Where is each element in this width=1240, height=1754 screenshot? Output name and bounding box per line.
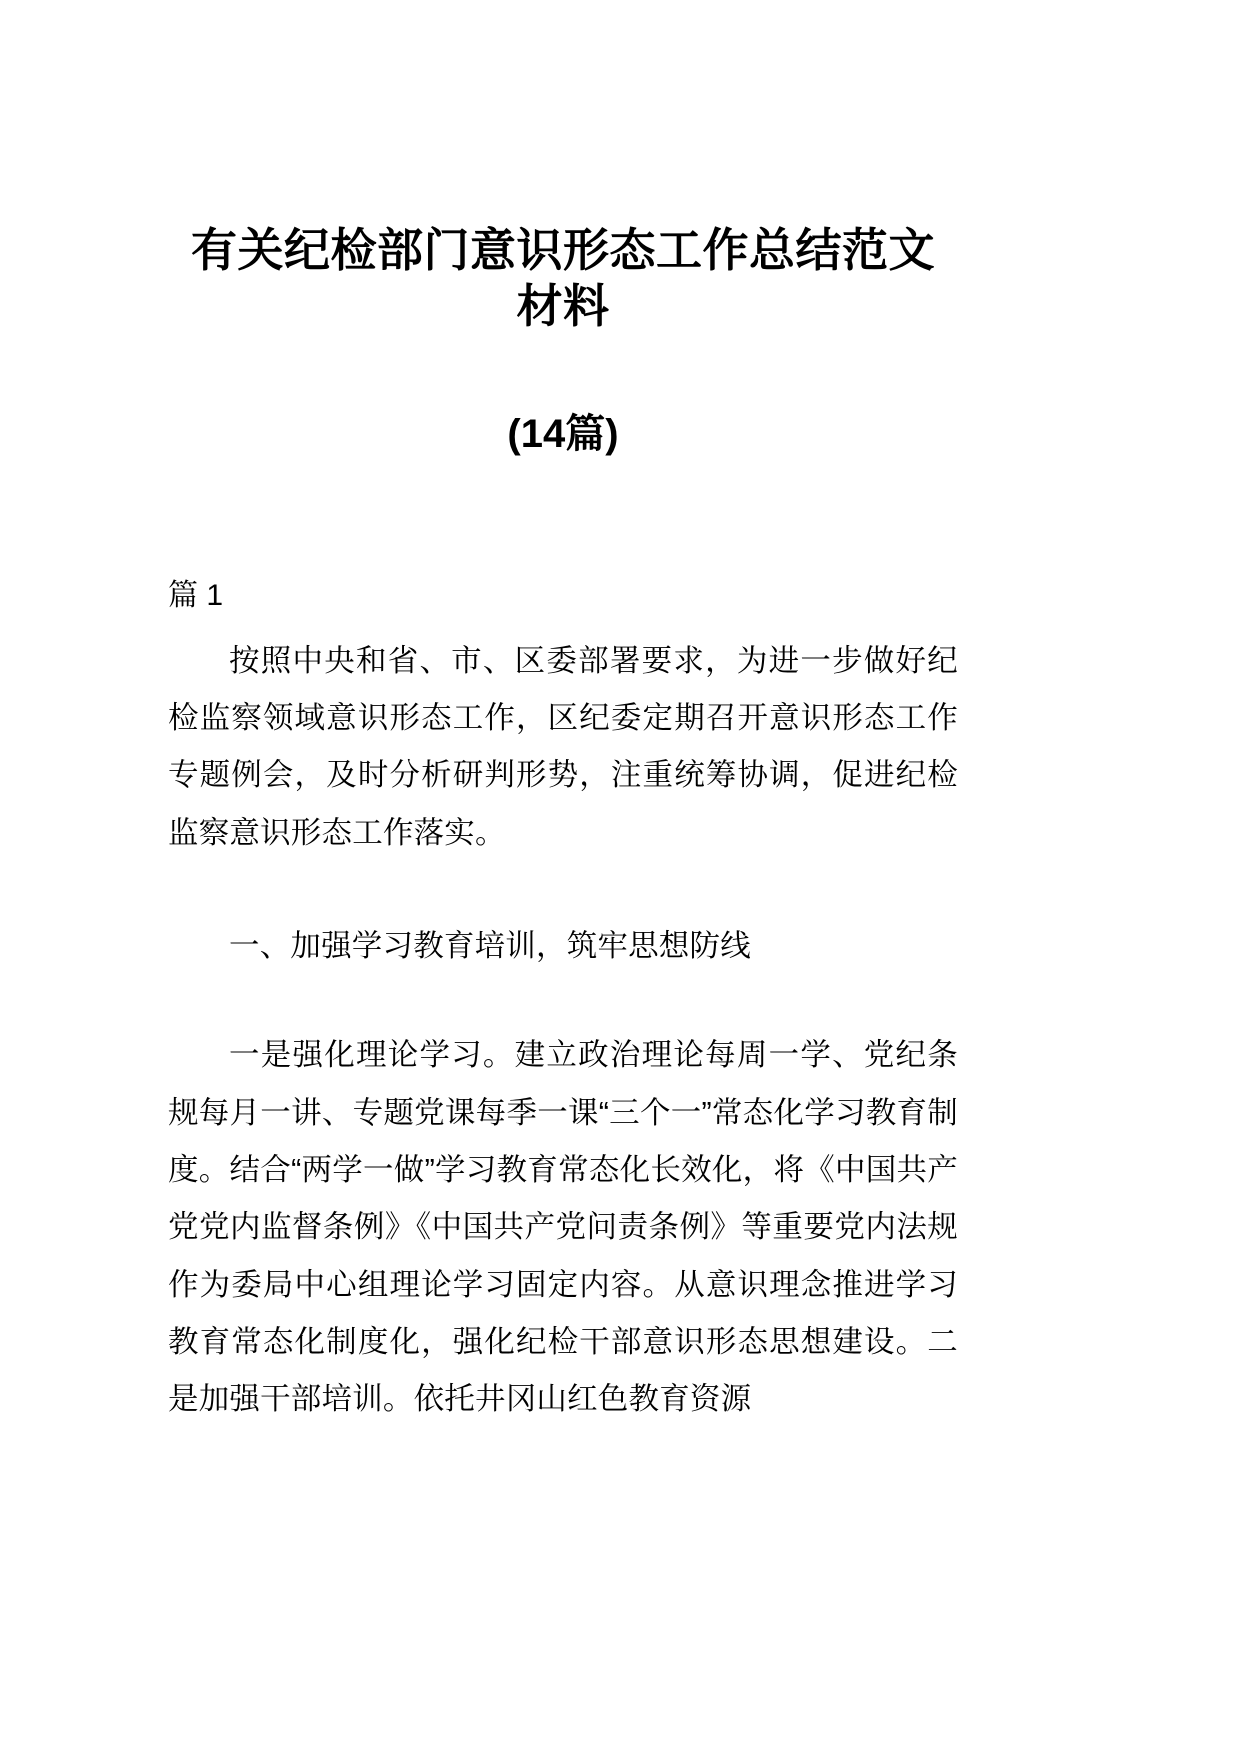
document-content (168, 0, 958, 1429)
document-subtitle: (14篇) (507, 412, 619, 457)
document-body (168, 458, 958, 1428)
section-heading-one: 一、加强学习教育培训，筑牢思想防线 (229, 929, 751, 964)
paragraph-intro: 按照中央和省、市、区委部署要求，为进一步做好纪检监察领域意识形态工作，区纪委定期召开意识形态工作专题例会，及时分析研判形势，注重统筹协调，促进纪检监察意识形态工作落实。 (168, 643, 958, 850)
paragraph-section-one-body: 一是强化理论学习。建立政治理论每周一学、党纪条规每月一讲、专题党课每季一课“三个一”常态化学习教育制度。结合“两学一做”学习教育常态化长效化，将《中国共产党党内监督条例》《中国共产党问责条例》等重要党内法规作为委局中心组理论学习固定内容。从意识理念推进学习教育常态化制度化，强化纪检干部意识形态思想建设。二是加强干部培训。依托井冈山红色教育资源 (168, 1038, 958, 1417)
piece-label: 篇 1 (168, 579, 224, 613)
page-title: 有关纪检部门意识形态工作总结范文材料 (191, 224, 935, 333)
